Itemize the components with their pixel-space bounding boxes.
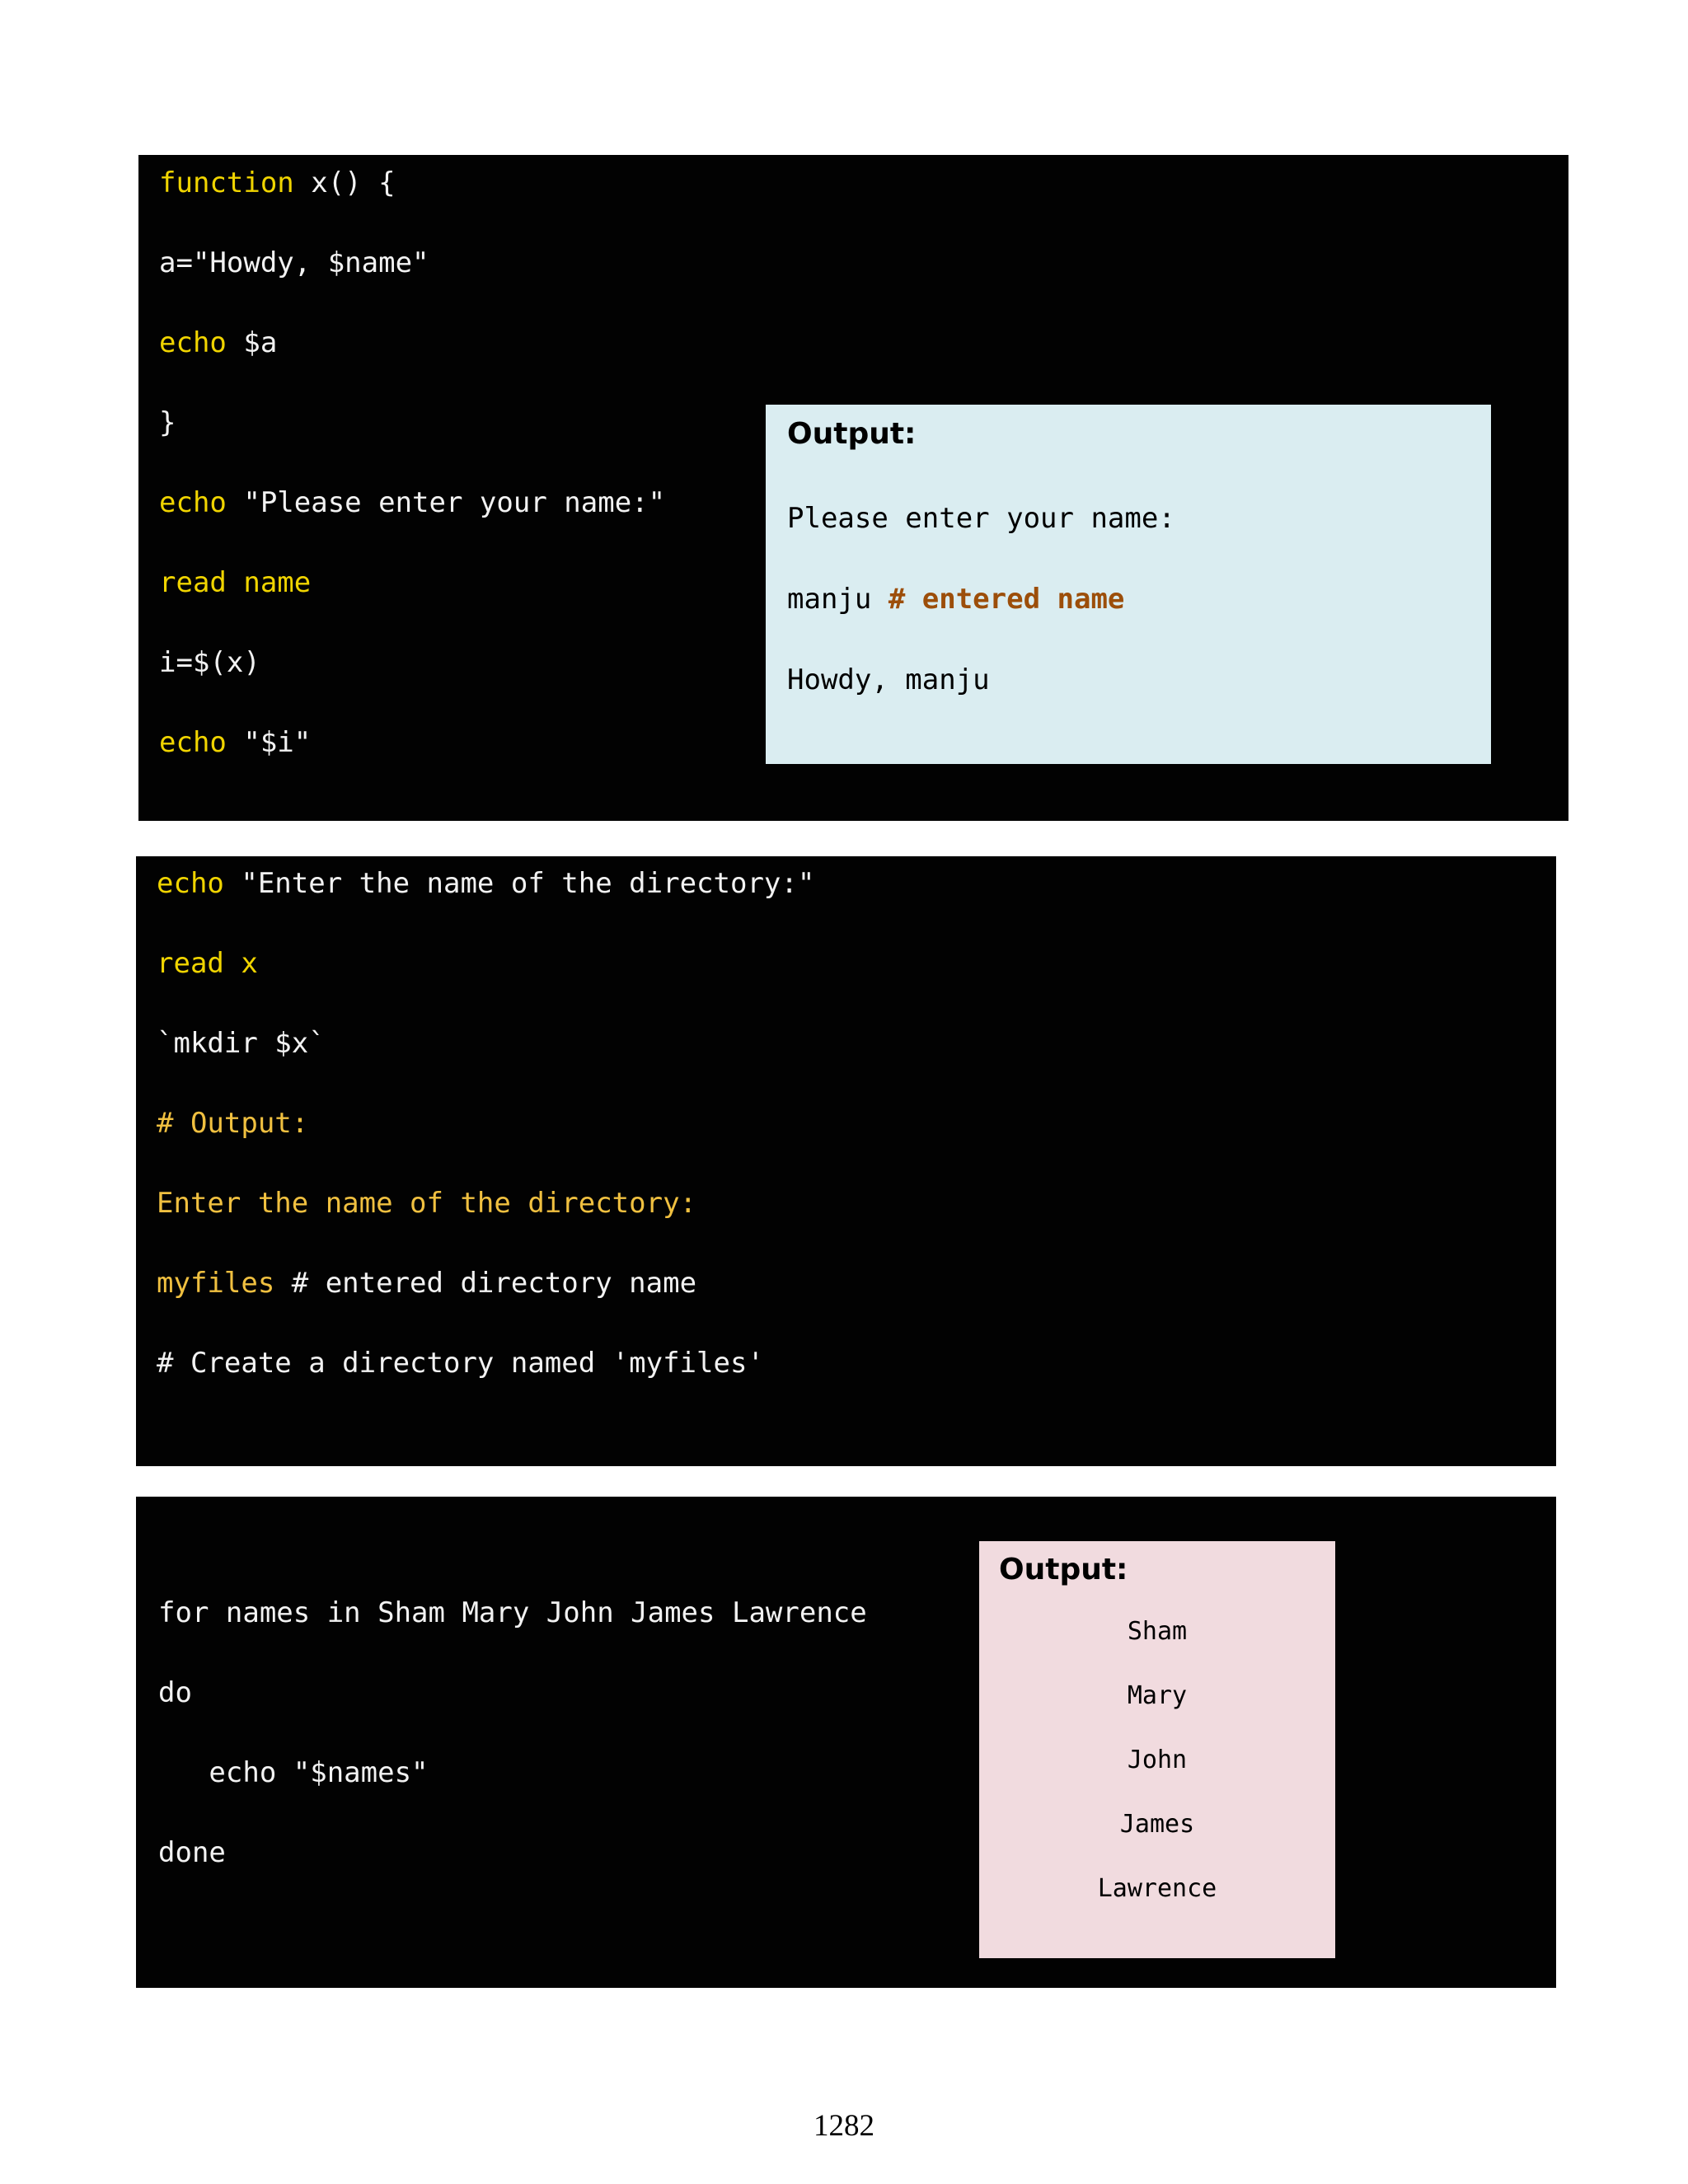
output-name: Sham (1127, 1617, 1188, 1646)
output-title: Output: (787, 417, 917, 451)
output-line: Howdy, manju (787, 663, 990, 696)
page-number: 1282 (814, 2109, 874, 2143)
code-line: myfiles # entered directory name (157, 1267, 697, 1300)
code-line: read x (157, 947, 258, 980)
output-name: Lawrence (1097, 1874, 1217, 1903)
code-line: echo "$names" (158, 1756, 429, 1789)
output-name: John (1127, 1746, 1188, 1774)
code-line: # Create a directory named 'myfiles' (157, 1347, 764, 1380)
output-name: James (1119, 1810, 1195, 1839)
code-line: } (159, 406, 176, 439)
code-line: do (158, 1676, 192, 1709)
code-line: echo "Enter the name of the directory:" (157, 867, 815, 900)
code-line: i=$(x) (159, 646, 260, 679)
code-line: Enter the name of the directory: (157, 1187, 697, 1220)
code-line: for names in Sham Mary John James Lawrence (158, 1596, 867, 1629)
code-block-mkdir (136, 856, 1556, 1466)
code-line: `mkdir $x` (157, 1027, 326, 1060)
output-box-function (766, 405, 1491, 764)
code-line: # Output: (157, 1107, 309, 1140)
output-title: Output: (999, 1553, 1128, 1586)
output-box-for-loop (979, 1541, 1335, 1958)
output-line: Please enter your name: (787, 502, 1175, 535)
output-line: manju # entered name (787, 583, 1125, 616)
code-block-for-loop (136, 1497, 1556, 1988)
code-line: echo $a (159, 326, 278, 359)
code-line: echo "$i" (159, 726, 312, 759)
code-line: a="Howdy, $name" (159, 246, 429, 279)
output-name: Mary (1127, 1681, 1188, 1710)
code-line: done (158, 1836, 226, 1869)
code-line: echo "Please enter your name:" (159, 486, 666, 519)
code-line: read name (159, 566, 312, 599)
code-line: function x() { (159, 166, 396, 199)
